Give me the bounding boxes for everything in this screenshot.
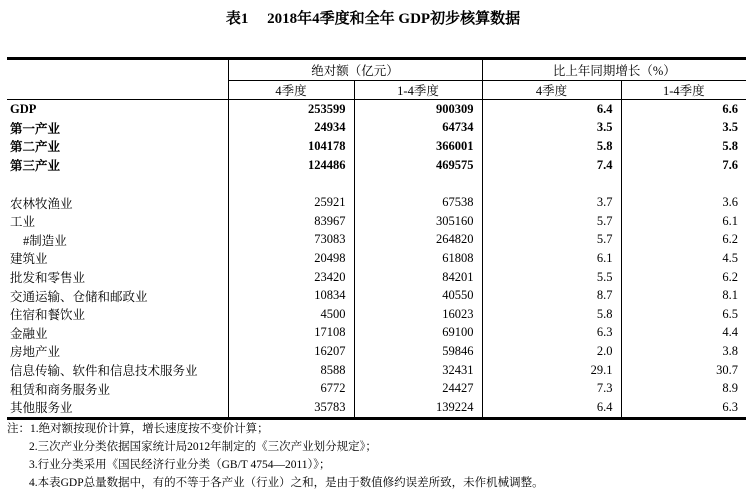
cell-q4-growth: 5.7: [482, 212, 621, 231]
cell-q4-abs: 253599: [228, 100, 354, 119]
cell-ytd-growth: 30.7: [621, 361, 746, 380]
cell-ytd-abs: 305160: [354, 212, 482, 231]
table-row: [7, 342, 746, 361]
cell-ytd-growth: 6.3: [621, 398, 746, 418]
cell-q4-abs: 73083: [228, 231, 354, 250]
cell-ytd-abs: 139224: [354, 398, 482, 418]
table-row: [7, 193, 746, 212]
cell-ytd-growth: 6.5: [621, 305, 746, 324]
cell-ytd-growth: 6.1: [621, 212, 746, 231]
table-row: [7, 119, 746, 138]
note-1: 注：1.绝对额按现价计算，增长速度按不变价计算；: [7, 423, 269, 435]
table-row: [7, 268, 746, 287]
cell-q4-abs: 23420: [228, 268, 354, 287]
cell-q4-abs: 124486: [228, 156, 354, 175]
table-row: [7, 324, 746, 343]
cell-q4-growth: 5.8: [482, 137, 621, 156]
cell-ytd-abs: 366001: [354, 137, 482, 156]
cell-q4-abs: 4500: [228, 305, 354, 324]
cell-ytd-growth: 6.6: [621, 100, 746, 119]
cell-q4-growth: 2.0: [482, 342, 621, 361]
cell-ytd-abs: 469575: [354, 156, 482, 175]
cell-q4-abs: 25921: [228, 193, 354, 212]
row-label: 房地产业: [10, 345, 61, 360]
header-growth: 比上年同期增长（%）: [482, 59, 746, 81]
table-row: [7, 156, 746, 175]
row-label: 建筑业: [10, 252, 48, 267]
table-body: [7, 100, 746, 419]
cell-q4-abs: 17108: [228, 324, 354, 343]
cell-q4-abs: 8588: [228, 361, 354, 380]
cell-q4-growth: 5.8: [482, 305, 621, 324]
header-absolute: 绝对额（亿元）: [228, 59, 482, 81]
row-label: 信息传输、软件和信息技术服务业: [10, 364, 198, 379]
cell-q4-growth: 8.7: [482, 286, 621, 305]
row-label: 其他服务业: [10, 401, 73, 416]
table-row: [7, 286, 746, 305]
row-label: 交通运输、仓储和邮政业: [10, 289, 148, 304]
cell-q4-abs: 104178: [228, 137, 354, 156]
cell-ytd-abs: 64734: [354, 119, 482, 138]
cell-ytd-abs: 84201: [354, 268, 482, 287]
cell-ytd-growth: 4.4: [621, 324, 746, 343]
cell-ytd-abs: 16023: [354, 305, 482, 324]
header-growth-q4: 4季度: [482, 81, 621, 100]
table-row: [7, 137, 746, 156]
cell-q4-abs: 24934: [228, 119, 354, 138]
header-blank: [7, 59, 228, 100]
cell-q4-abs: 10834: [228, 286, 354, 305]
table-row: [7, 398, 746, 418]
table-row: [7, 231, 746, 250]
cell-q4-growth: 5.5: [482, 268, 621, 287]
cell-ytd-growth: 3.5: [621, 119, 746, 138]
row-label: 批发和零售业: [10, 271, 86, 286]
row-label: 农林牧渔业: [10, 196, 73, 211]
cell-q4-growth: 29.1: [482, 361, 621, 380]
spacer-row: [7, 174, 746, 193]
header-abs-q4: 4季度: [228, 81, 354, 100]
row-label: 租赁和商务服务业: [10, 382, 111, 397]
cell-q4-growth: 6.4: [482, 100, 621, 119]
cell-q4-abs: 20498: [228, 249, 354, 268]
table-row: [7, 379, 746, 398]
cell-q4-growth: 6.4: [482, 398, 621, 418]
cell-q4-abs: 83967: [228, 212, 354, 231]
cell-ytd-growth: 4.5: [621, 249, 746, 268]
cell-ytd-growth: 6.2: [621, 231, 746, 250]
cell-ytd-growth: 5.8: [621, 137, 746, 156]
cell-q4-growth: 7.3: [482, 379, 621, 398]
cell-q4-growth: 5.7: [482, 231, 621, 250]
cell-ytd-growth: 7.6: [621, 156, 746, 175]
cell-q4-abs: 6772: [228, 379, 354, 398]
cell-ytd-abs: 67538: [354, 193, 482, 212]
cell-ytd-growth: 6.2: [621, 268, 746, 287]
cell-q4-growth: 3.5: [482, 119, 621, 138]
cell-q4-growth: 3.7: [482, 193, 621, 212]
cell-q4-abs: 35783: [228, 398, 354, 418]
cell-q4-growth: 6.1: [482, 249, 621, 268]
row-label: 住宿和餐饮业: [10, 308, 86, 323]
cell-ytd-growth: 3.6: [621, 193, 746, 212]
table-row: [7, 361, 746, 380]
note-3: 3.行业分类采用《国民经济行业分类（GB/T 4754—2011）》；: [29, 459, 331, 471]
cell-ytd-abs: 59846: [354, 342, 482, 361]
row-label: 第三产业: [10, 159, 61, 174]
row-label: 第一产业: [10, 121, 61, 136]
cell-ytd-abs: 24427: [354, 379, 482, 398]
gdp-data-table: [7, 57, 746, 420]
cell-ytd-abs: 61808: [354, 249, 482, 268]
table-title: 表1 2018年4季度和全年 GDP初步核算数据: [225, 11, 521, 27]
row-label: 金融业: [10, 326, 48, 341]
cell-ytd-abs: 264820: [354, 231, 482, 250]
note-2: 2.三次产业分类依据国家统计局2012年制定的《三次产业划分规定》；: [29, 441, 377, 453]
cell-ytd-abs: 900309: [354, 100, 482, 119]
cell-q4-abs: 16207: [228, 342, 354, 361]
notes: [7, 420, 544, 492]
table-row: [7, 100, 746, 119]
cell-q4-growth: 7.4: [482, 156, 621, 175]
cell-ytd-growth: 8.1: [621, 286, 746, 305]
row-label: 第二产业: [10, 140, 61, 155]
cell-ytd-abs: 32431: [354, 361, 482, 380]
table-row: [7, 212, 746, 231]
cell-q4-growth: 6.3: [482, 324, 621, 343]
cell-ytd-growth: 3.8: [621, 342, 746, 361]
header-growth-ytd: 1-4季度: [621, 81, 746, 100]
note-4: 4.本表GDP总量数据中，有的不等于各产业（行业）之和，是由于数值修约误差所致，未作机械调整。: [29, 477, 544, 489]
cell-ytd-growth: 8.9: [621, 379, 746, 398]
cell-ytd-abs: 40550: [354, 286, 482, 305]
table-row: [7, 305, 746, 324]
cell-ytd-abs: 69100: [354, 324, 482, 343]
table-row: [7, 249, 746, 268]
row-label: #制造业: [23, 233, 67, 248]
row-label: 工业: [10, 215, 36, 230]
row-label: GDP: [10, 101, 37, 116]
header-abs-ytd: 1-4季度: [354, 81, 482, 100]
